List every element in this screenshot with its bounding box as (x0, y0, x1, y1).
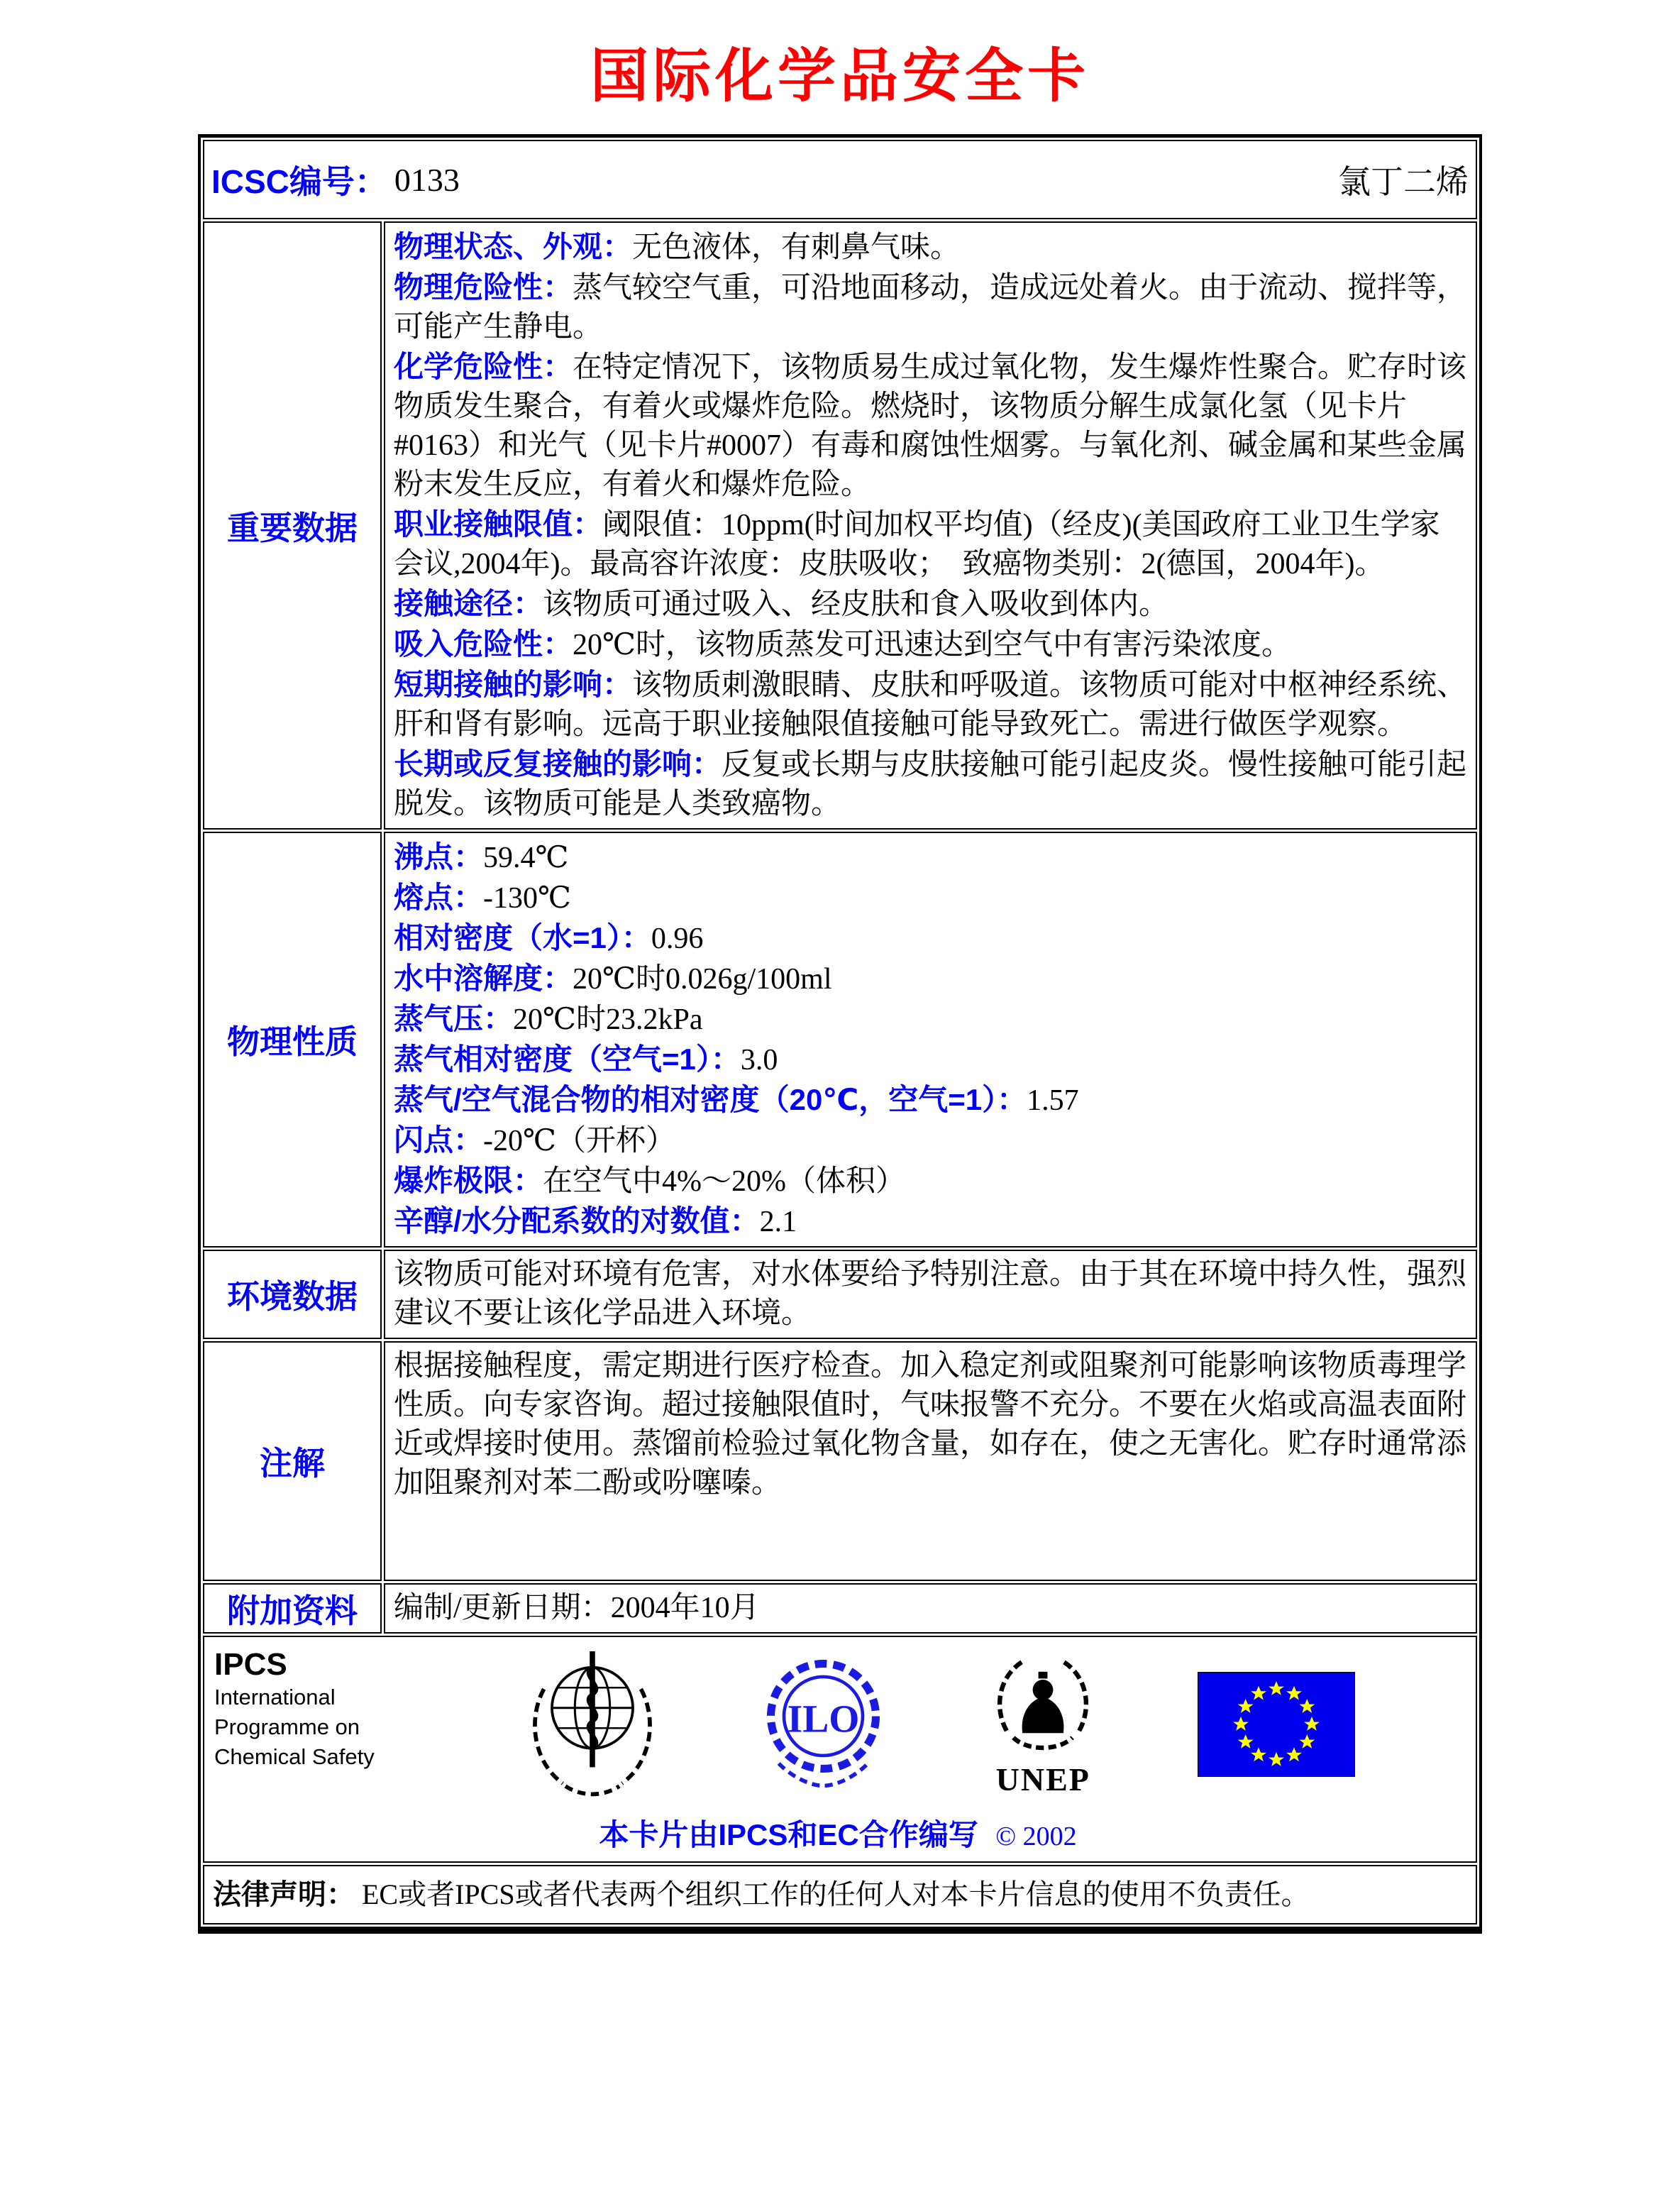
ilo-logo-icon (758, 1648, 889, 1801)
field-label: 物理危险性： (394, 270, 573, 304)
logos-row (203, 1636, 1477, 1863)
field-label: 相对密度（水=1）： (394, 921, 651, 954)
section-item (394, 1080, 1467, 1120)
section-item (394, 1347, 1467, 1503)
field-text: 20℃时23.2kPa (513, 1003, 703, 1036)
section-content (384, 221, 1477, 830)
icsc-card (198, 134, 1482, 1934)
icsc-number-label: ICSC编号： (211, 163, 387, 200)
ipcs-line-2: Programme on (214, 1714, 360, 1739)
icsc-number-value: 0133 (394, 161, 460, 198)
section-item (394, 744, 1467, 824)
ipcs-line-3: Chemical Safety (214, 1744, 375, 1769)
field-text: 59.4℃ (483, 842, 569, 874)
field-label: 化学危险性： (394, 350, 573, 383)
page-title: 国际化学品安全卡 (590, 42, 1090, 110)
section-row-additional-information (203, 1583, 1477, 1634)
field-label: 蒸气相对密度（空气=1）： (394, 1042, 741, 1076)
section-item (394, 837, 1467, 878)
header-row (203, 140, 1477, 219)
field-text: 20℃时0.026g/100ml (573, 963, 832, 996)
section-content (384, 832, 1477, 1248)
field-label: 沸点： (394, 840, 484, 874)
eu-flag-icon (1198, 1672, 1355, 1777)
section-item (394, 1201, 1467, 1242)
field-text: 阈限值：10ppm(时间加权平均值)（经皮)(美国政府工业卫生学家会议,2004年)。最高容许浓度：皮肤吸收； 致癌物类别：2(德国，2004年)。 (394, 509, 1440, 580)
field-text: 20℃时，该物质蒸发可迅速达到空气中有害污染浓度。 (573, 629, 1292, 661)
caption-copyright: © 2002 (995, 1822, 1077, 1851)
field-text: 2.1 (759, 1206, 797, 1238)
section-content (384, 1583, 1477, 1634)
svg-text:ILO: ILO (787, 1697, 859, 1741)
logos-cell (203, 1636, 1477, 1863)
section-item (394, 584, 1467, 624)
field-text: 1.57 (1027, 1084, 1079, 1117)
section-item (394, 999, 1467, 1040)
field-label: 物理状态、外观： (394, 230, 633, 263)
unep-logo-icon (986, 1651, 1100, 1765)
field-text: -20℃（开杯） (483, 1125, 675, 1157)
field-text: 该物质可能对环境有危害，对水体要给予特别注意。由于其在环境中持久性，强烈建议不要让该化学品进入环境。 (394, 1258, 1467, 1330)
legal-cell (203, 1865, 1477, 1925)
field-label: 水中溶解度： (394, 962, 573, 995)
section-row-notes (203, 1341, 1477, 1581)
section-label-physical-properties: 物理性质 (203, 832, 382, 1248)
field-text: 蒸气较空气重，可沿地面移动，造成远处着火。由于流动、搅拌等，可能产生静电。 (394, 272, 1467, 343)
ipcs-name: IPCS (214, 1647, 287, 1682)
logos-strip (214, 1647, 1461, 1802)
field-label: 蒸气压： (394, 1002, 514, 1035)
section-label-environmental-data: 环境数据 (203, 1250, 382, 1339)
field-label: 辛醇/水分配系数的对数值： (394, 1204, 760, 1238)
section-item (394, 918, 1467, 959)
section-item (394, 1255, 1467, 1333)
section-item (394, 505, 1467, 584)
section-label-additional-information: 附加资料 (203, 1583, 382, 1634)
section-row-physical-properties (203, 832, 1477, 1248)
section-item (394, 1589, 1467, 1628)
section-item (394, 665, 1467, 744)
field-text: 3.0 (740, 1044, 778, 1077)
section-row-important-data (203, 221, 1477, 830)
field-label: 职业接触限值： (394, 507, 603, 541)
field-label: 长期或反复接触的影响： (394, 747, 722, 781)
field-label: 熔点： (394, 881, 484, 914)
eu-flag-wrap (1198, 1672, 1461, 1777)
legal-row (203, 1865, 1477, 1925)
section-item (394, 227, 1467, 268)
section-row-environmental-data (203, 1250, 1477, 1339)
ipcs-line-1: International (214, 1685, 336, 1709)
caption (214, 1812, 1461, 1854)
chemical-name: 氯丁二烯 (1338, 164, 1469, 200)
legal-text: EC或者IPCS或者代表两个组织工作的任何人对本卡片信息的使用不负责任。 (362, 1878, 1310, 1910)
legal-label: 法律声明： (213, 1879, 355, 1910)
section-item (394, 1120, 1467, 1161)
section-item (394, 878, 1467, 918)
field-label: 闪点： (394, 1123, 484, 1157)
section-item (394, 268, 1467, 347)
field-text: 该物质刺激眼睛、皮肤和呼吸道。该物质可能对中枢神经系统、肝和肾有影响。远高于职业接触限值接触可能导致死亡。需进行做医学观察。 (394, 669, 1467, 741)
field-text: 无色液体，有刺鼻气味。 (632, 231, 961, 264)
section-item (394, 959, 1467, 999)
ipcs-block (214, 1647, 427, 1772)
field-text: 反复或长期与皮肤接触可能引起皮炎。慢性接触可能引起脱发。该物质可能是人类致癌物。 (394, 749, 1467, 820)
field-text: -130℃ (483, 882, 571, 915)
section-content (384, 1250, 1477, 1339)
section-item (394, 1161, 1467, 1201)
section-label-notes: 注解 (203, 1341, 382, 1581)
section-content (384, 1341, 1477, 1581)
field-text: 0.96 (651, 923, 704, 955)
field-text: 该物质可通过吸入、经皮肤和食入吸收到体内。 (543, 588, 1169, 621)
field-label: 接触途径： (394, 587, 543, 620)
caption-text: 本卡片由IPCS和EC合作编写 (599, 1818, 978, 1851)
field-label: 短期接触的影响： (394, 668, 633, 701)
unep-logo (986, 1651, 1100, 1798)
who-logo-icon (525, 1648, 660, 1801)
field-text: 在空气中4%～20%（体积） (543, 1165, 905, 1198)
section-label-important-data: 重要数据 (203, 221, 382, 830)
field-label: 蒸气/空气混合物的相对密度（20℃，空气=1）： (394, 1083, 1027, 1116)
section-item (394, 347, 1467, 505)
unep-wordmark: UNEP (995, 1761, 1090, 1797)
field-text: 根据接触程度，需定期进行医疗检查。加入稳定剂或阻聚剂可能影响该物质毒理学性质。向专家咨询。超过接触限值时，气味报警不充分。不要在火焰或高温表面附近或焊接时使用。蒸馏前检验过氧化物含量，如存在，使之无害化。贮存时通常添加阻聚剂对苯二酚或吩噻嗪。 (394, 1350, 1467, 1499)
field-text: 编制/更新日期：2004年10月 (394, 1592, 760, 1624)
field-text: 在特定情况下，该物质易生成过氧化物，发生爆炸性聚合。贮存时该物质发生聚合，有着火或爆炸危险。燃烧时，该物质分解生成氯化氢（见卡片#0163）和光气（见卡片#0007）有毒和腐蚀性烟雾。与氧化剂、碱金属和某些金属粉末发生反应，有着火和爆炸危险。 (394, 351, 1467, 501)
field-label: 吸入危险性： (394, 627, 573, 661)
section-item (394, 1040, 1467, 1080)
field-label: 爆炸极限： (394, 1164, 543, 1197)
section-item (394, 624, 1467, 665)
header-cell (203, 140, 1477, 219)
